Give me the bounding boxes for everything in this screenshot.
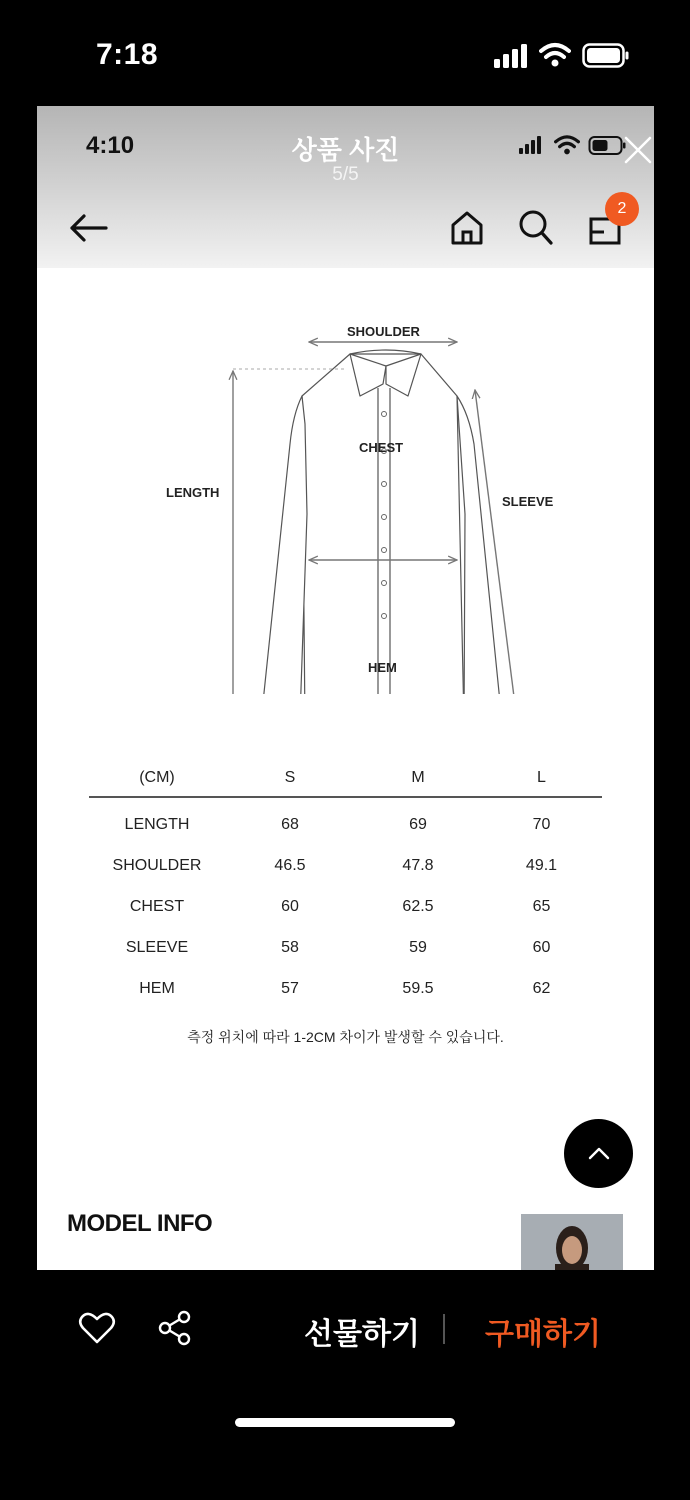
size-header-l: L: [481, 760, 602, 797]
cell-value: 68: [281, 815, 299, 833]
back-arrow-icon[interactable]: [68, 211, 110, 245]
inner-wifi-icon: [554, 134, 580, 156]
close-icon[interactable]: [622, 134, 654, 166]
table-row: [89, 968, 602, 1009]
cell-value: 47.8: [402, 856, 434, 874]
heart-icon[interactable]: [78, 1310, 116, 1346]
row-label: SHOULDER: [112, 856, 202, 874]
product-photo-viewer: [37, 106, 654, 1270]
inner-status-time: 4:10: [86, 132, 135, 159]
table-row: [89, 797, 602, 845]
row-label: HEM: [139, 979, 175, 997]
table-row: [89, 927, 602, 968]
size-table: [89, 760, 602, 1009]
home-indicator[interactable]: [235, 1418, 455, 1427]
image-counter: 5/5: [332, 164, 359, 185]
cell-value: 59: [409, 938, 427, 956]
table-row: [89, 886, 602, 927]
diagram-label-length: LENGTH: [166, 485, 220, 500]
battery-icon: [582, 43, 630, 69]
share-icon[interactable]: [157, 1309, 193, 1347]
home-icon[interactable]: [450, 210, 484, 246]
cell-value: 69: [409, 815, 427, 833]
scroll-top-button[interactable]: [564, 1119, 633, 1188]
buy-button[interactable]: 구매하기: [485, 1318, 601, 1351]
size-diagram: [37, 274, 654, 694]
measurement-note: 측정 위치에 따라 1-2CM 차이가 발생할 수 있습니다.: [187, 1029, 504, 1045]
viewer-title: 상품 사진: [291, 135, 400, 165]
search-icon[interactable]: [518, 209, 554, 247]
size-table-header: [89, 760, 602, 797]
diagram-label-hem: HEM: [368, 660, 397, 675]
cell-value: 65: [532, 897, 551, 915]
size-header-m: M: [355, 760, 481, 797]
cell-value: 57: [281, 979, 299, 997]
cell-value: 46.5: [274, 856, 306, 874]
cell-value: 62.5: [402, 897, 434, 915]
action-divider: [443, 1314, 445, 1344]
scroll-top-icon: [564, 1119, 633, 1188]
row-label: SLEEVE: [125, 938, 189, 956]
row-label: CHEST: [129, 897, 185, 915]
size-header-s: S: [225, 760, 355, 797]
cell-value: 58: [281, 938, 299, 956]
cell-value: 60: [532, 938, 551, 956]
status-time: 7:18: [96, 38, 159, 71]
cart-count-badge: 2: [605, 192, 639, 226]
size-header-unit: (CM): [89, 760, 225, 797]
diagram-label-sleeve: SLEEVE: [502, 494, 554, 509]
gift-button[interactable]: 선물하기: [304, 1318, 420, 1351]
cell-value: 70: [532, 815, 551, 833]
inner-signal-icon: [519, 136, 549, 156]
diagram-label-chest: CHEST: [359, 440, 404, 455]
wifi-icon: [539, 42, 571, 68]
model-photo: [521, 1214, 623, 1270]
model-info-title: MODEL INFO: [67, 1210, 213, 1237]
row-label: LENGTH: [124, 815, 190, 833]
table-row: [89, 845, 602, 886]
signal-icon: [494, 44, 530, 68]
cell-value: 60: [281, 897, 299, 915]
diagram-label-shoulder: SHOULDER: [347, 324, 420, 339]
cell-value: 59.5: [402, 979, 434, 997]
cell-value: 49.1: [525, 856, 558, 874]
cell-value: 62: [532, 979, 551, 997]
